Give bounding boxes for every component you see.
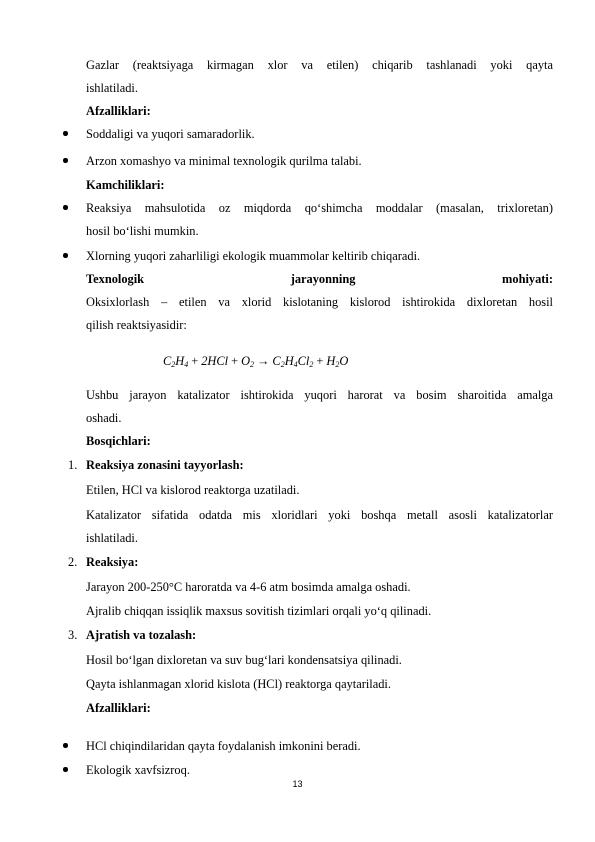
step-number: 1. xyxy=(68,458,78,472)
bullet-icon xyxy=(63,131,69,137)
list-item: Arzon xomashyo va minimal texnologik qurilma talabi. xyxy=(86,154,362,168)
bullet-icon xyxy=(63,767,69,773)
section-heading-steps: Bosqichlari: xyxy=(86,434,151,448)
list-item: Ekologik xavfsizroq. xyxy=(86,763,190,777)
paragraph-line: qilish reaktsiyasidir: xyxy=(86,318,187,332)
list-item: Soddaligi va yuqori samaradorlik. xyxy=(86,127,255,141)
section-heading-advantages: Afzalliklari: xyxy=(86,104,151,118)
paragraph-line: Oksixlorlash – etilen va xlorid kislotaning kislorod ishtirokida dixloretan hosil xyxy=(86,295,553,309)
bullet-icon xyxy=(63,743,69,749)
step-number: 3. xyxy=(68,628,78,642)
list-item: HCl chiqindilaridan qayta foydalanish imkonini beradi. xyxy=(86,739,361,753)
page-number: 13 xyxy=(292,779,303,789)
step-text: Qayta ishlanmagan xlorid kislota (HCl) reaktorga qaytariladi. xyxy=(86,677,391,691)
section-heading-disadvantages: Kamchiliklari: xyxy=(86,178,165,192)
bullet-icon xyxy=(63,253,69,259)
step-text: Jarayon 200-250°C haroratda va 4-6 atm bosimda amalga oshadi. xyxy=(86,580,411,594)
section-heading-tech: Texnologik jarayonning mohiyati: xyxy=(86,272,553,286)
paragraph-line: Ushbu jarayon katalizator ishtirokida yuqori harorat va bosim sharoitida amalga xyxy=(86,388,553,402)
bullet-icon xyxy=(63,158,69,164)
step-text: ishlatiladi. xyxy=(86,531,138,545)
list-item: Xlorning yuqori zaharliligi ekologik muammolar keltirib chiqaradi. xyxy=(86,249,421,263)
paragraph-line: Gazlar (reaktsiyaga kirmagan xlor va etilen) chiqarib tashlanadi yoki qayta xyxy=(86,58,553,72)
step-text: Etilen, HCl va kislorod reaktorga uzatiladi. xyxy=(86,483,300,497)
paragraph-line: ishlatiladi. xyxy=(86,81,138,95)
section-heading-advantages: Afzalliklari: xyxy=(86,701,151,715)
step-title: Ajratish va tozalash: xyxy=(86,628,197,642)
chemical-equation: $C_2H_4 + 2HCl + O_2 \to C_2H_4Cl_2 + H_2O$ xyxy=(163,354,349,369)
step-title: Reaksiya zonasini tayyorlash: xyxy=(86,458,244,472)
list-item: Reaksiya mahsulotida oz miqdorda qo‘shimcha moddalar (masalan, trixloretan) xyxy=(86,201,553,215)
step-text: Ajralib chiqqan issiqlik maxsus sovitish tizimlari orqali yo‘q qilinadi. xyxy=(86,604,432,618)
paragraph-line: oshadi. xyxy=(86,411,122,425)
step-title: Reaksiya: xyxy=(86,555,139,569)
step-number: 2. xyxy=(68,555,78,569)
list-item-continuation: hosil bo‘lishi mumkin. xyxy=(86,224,199,238)
bullet-icon xyxy=(63,205,69,211)
step-text: Katalizator sifatida odatda mis xloridlari yoki boshqa metall asosli katalizatorlar xyxy=(86,508,553,522)
step-text: Hosil bo‘lgan dixloretan va suv bug‘lari kondensatsiya qilinadi. xyxy=(86,653,402,667)
